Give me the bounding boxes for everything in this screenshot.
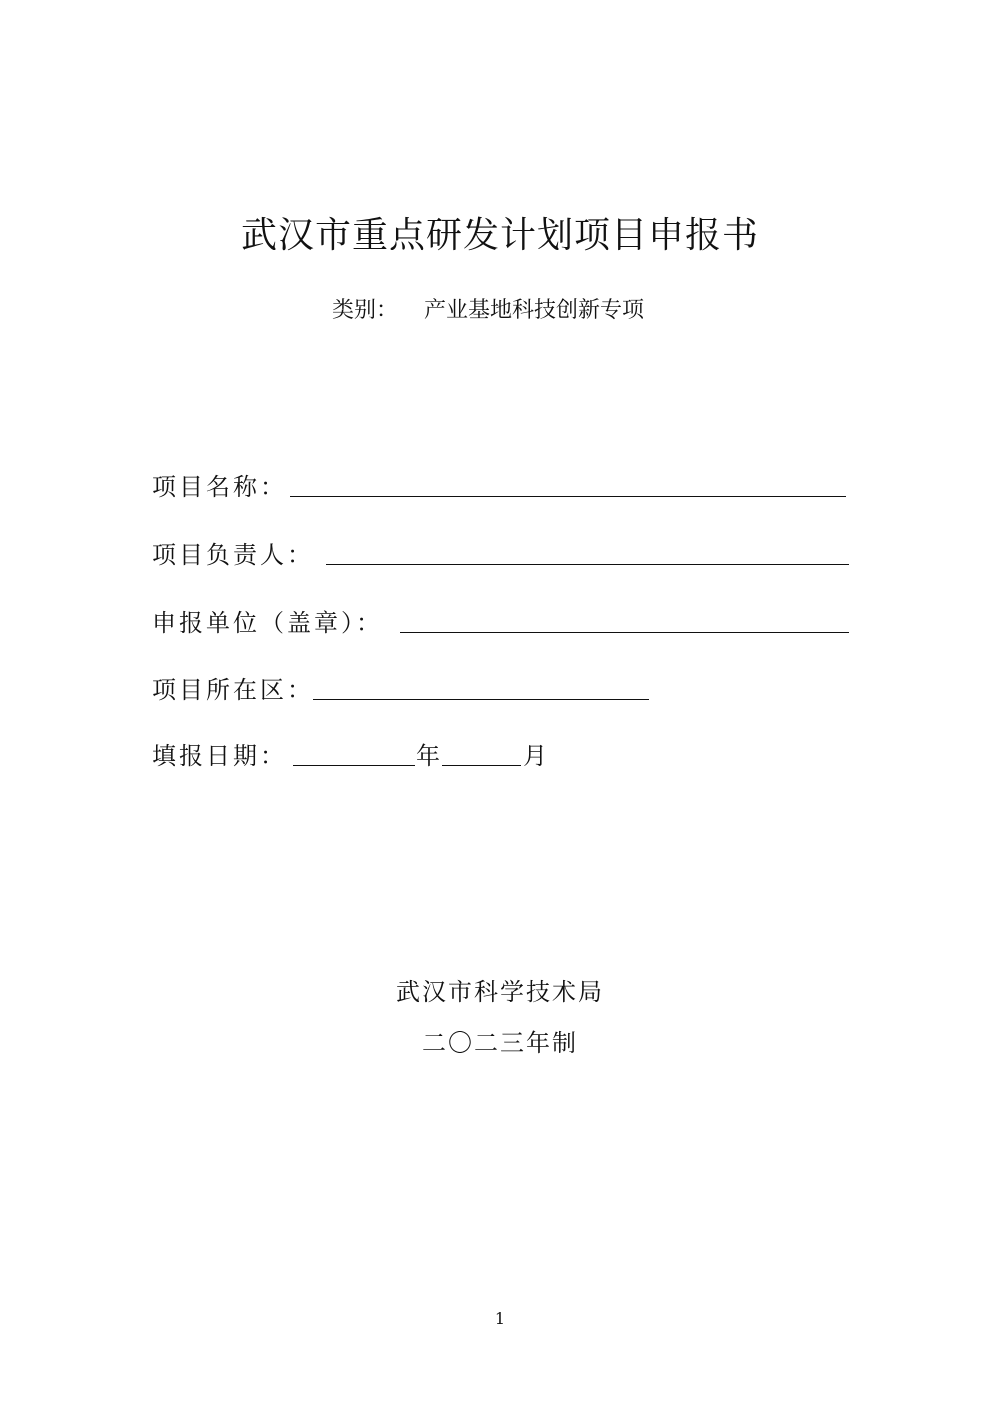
fill-month-blank[interactable]	[442, 765, 521, 766]
category-line	[332, 295, 644, 327]
issuer-name: 武汉市科学技术局	[396, 978, 604, 1006]
project-name-label: 项目名称：	[152, 473, 287, 501]
page-number: 1	[494, 1309, 506, 1328]
project-leader-blank[interactable]	[326, 564, 849, 565]
project-name-blank[interactable]	[290, 496, 846, 497]
year-unit: 年	[416, 742, 443, 770]
project-leader-label: 项目负责人：	[152, 541, 314, 569]
project-district-label: 项目所在区：	[152, 676, 314, 704]
project-district-blank[interactable]	[313, 699, 649, 700]
category-label: 类别：	[332, 298, 399, 323]
issue-year: 二〇二三年制	[422, 1029, 578, 1057]
document-title: 武汉市重点研发计划项目申报书	[240, 215, 759, 256]
applicant-unit-label: 申报单位（盖章）：	[152, 609, 383, 637]
fill-date-label: 填报日期：	[152, 742, 287, 770]
category-value: 产业基地科技创新专项	[424, 298, 645, 323]
month-unit: 月	[523, 742, 550, 770]
applicant-unit-blank[interactable]	[400, 632, 849, 633]
fill-year-blank[interactable]	[293, 765, 415, 766]
